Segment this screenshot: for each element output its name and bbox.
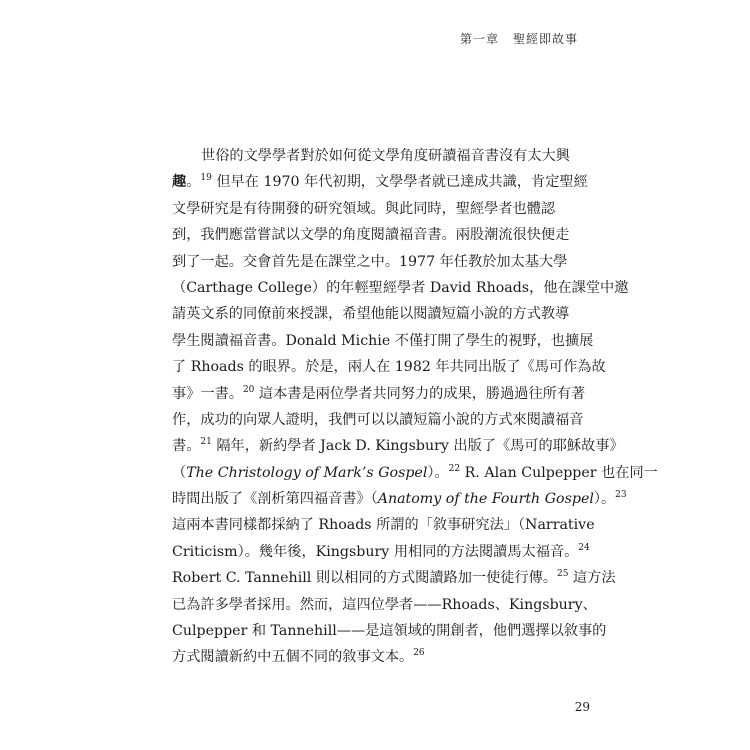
text-run: 已為許多學者採用。然而，這四位學者——Rhoads、Kingsbury、 xyxy=(172,596,597,613)
text-line xyxy=(172,275,629,301)
text-run: Culpepper 和 Tannehill——是這領域的開創者，他們選擇以敘事的 xyxy=(172,623,607,640)
chapter-label: 第一章 xyxy=(459,32,499,46)
text-line xyxy=(172,249,592,275)
text-run: R. Alan Culpepper 也在同一 xyxy=(460,464,658,481)
text-line xyxy=(172,539,592,565)
text-line xyxy=(172,460,658,486)
italic-title: The Christology of Mark’s Gospel xyxy=(186,464,428,481)
footnote-marker: 21 xyxy=(200,437,212,448)
text-line xyxy=(172,644,592,670)
text-run: ）。 xyxy=(427,464,449,481)
text-run: ）。 xyxy=(593,491,616,508)
text-line xyxy=(172,407,592,433)
text-run: 事》一書。 xyxy=(172,385,243,402)
text-run: 方式閱讀新約中五個不同的敘事文本。 xyxy=(172,649,414,666)
page-number: 29 xyxy=(574,700,590,714)
text-line xyxy=(172,618,607,644)
text-run: 這本書是兩位學者共同努力的成果，勝過過往所有著 xyxy=(254,385,586,402)
text-run: 書。 xyxy=(172,438,201,455)
text-run: （Carthage College）的年輕聖經學者 David Rhoads，他在課堂中邀 xyxy=(172,279,629,296)
footnote-marker: 22 xyxy=(448,463,461,474)
bold-text: 趣 xyxy=(172,174,187,191)
italic-title: Anatomy of the Fourth Gospel xyxy=(377,491,594,508)
text-line xyxy=(172,486,627,512)
text-line xyxy=(172,433,624,459)
chapter-title: 聖經即故事 xyxy=(512,32,578,46)
text-run: 文學研究是有待開發的研究領域。與此同時，聖經學者也體認 xyxy=(172,200,556,217)
text-line xyxy=(172,143,592,169)
text-line xyxy=(172,169,592,195)
text-line xyxy=(172,196,592,222)
footnote-marker: 25 xyxy=(557,569,569,580)
text-line xyxy=(172,354,606,380)
text-run: 世俗的文學學者對於如何從文學角度研讀福音書沒有太大興 xyxy=(201,148,570,164)
footnote-marker: 19 xyxy=(200,173,212,184)
text-line xyxy=(172,381,592,407)
text-line xyxy=(172,301,592,327)
text-line xyxy=(172,328,592,354)
text-run: 請英文系的同僚前來授課，希望他能以閱讀短篇小說的方式教導 xyxy=(172,306,570,323)
text-run: 作，成功的向眾人證明，我們可以以讀短篇小說的方式來閱讀福音 xyxy=(172,411,584,428)
text-run: 這兩本書同樣都採納了 Rhoads 所謂的「敘事研究法」（Narrative xyxy=(172,517,595,534)
text-run: （ xyxy=(172,464,187,481)
text-run: 到，我們應當嘗試以文學的角度閱讀福音書。兩股潮流很快便走 xyxy=(172,227,570,244)
text-run: 但早在 1970 年代初期，文學學者就已達成共識，肯定聖經 xyxy=(211,174,588,191)
footnote-marker: 20 xyxy=(242,384,255,395)
text-run: Criticism）。幾年後，Kingsbury 用相同的方法閱讀馬太福音。 xyxy=(172,543,579,560)
text-run: 隔年，新約學者 Jack D. Kingsbury 出版了《馬可的耶穌故事》 xyxy=(211,438,624,455)
footnote-marker: 26 xyxy=(413,648,425,659)
text-run: 到了一起。交會首先是在課堂之中。1977 年任教於加太基大學 xyxy=(172,253,568,270)
footnote-marker: 23 xyxy=(615,490,627,501)
text-line xyxy=(172,565,616,591)
text-run: 學生閱讀福音書。Donald Michie 不僅打開了學生的視野，也擴展 xyxy=(172,332,594,349)
text-run: 這方法 xyxy=(568,570,616,587)
running-header xyxy=(460,30,578,47)
text-run: 時間出版了《剖析第四福音書》（ xyxy=(172,491,378,508)
text-line xyxy=(172,592,597,618)
text-run: 。 xyxy=(186,174,201,191)
text-run: 了 Rhoads 的眼界。於是，兩人在 1982 年共同出版了《馬可作為故 xyxy=(172,359,606,376)
body-paragraph xyxy=(172,143,658,671)
text-run: Robert C. Tannehill 則以相同的方式閱讀路加一使徒行傳。 xyxy=(172,570,558,587)
text-line xyxy=(172,222,592,248)
text-line xyxy=(172,512,595,538)
footnote-marker: 24 xyxy=(578,542,590,553)
